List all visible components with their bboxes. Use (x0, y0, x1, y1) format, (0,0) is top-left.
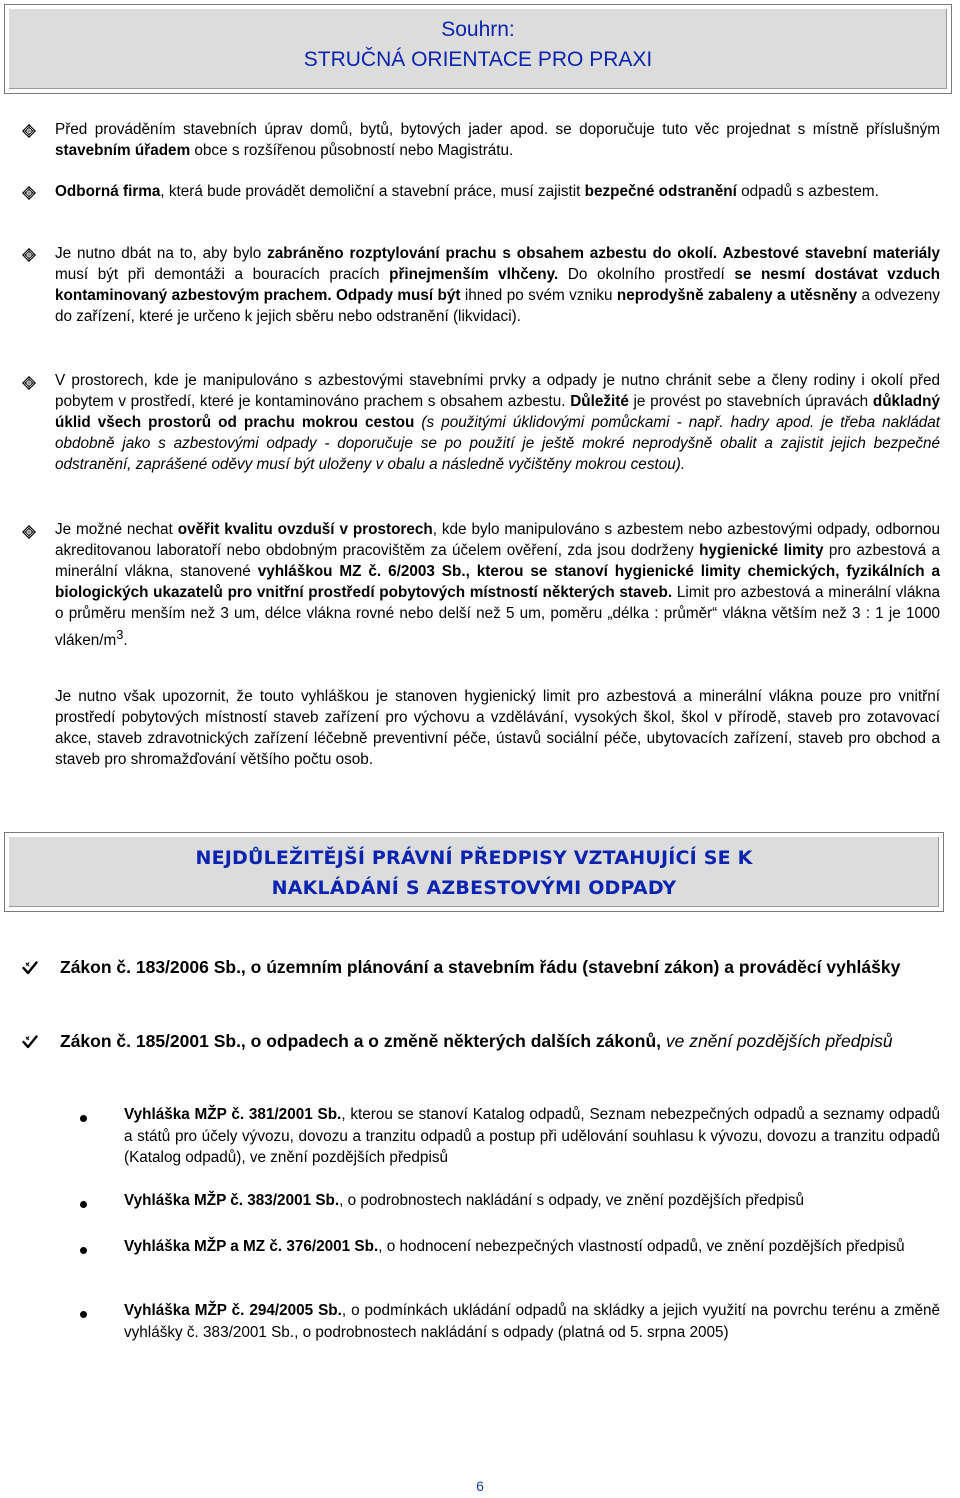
checkmark-bullet-icon (22, 960, 38, 976)
text-run: je provést po stavebních úpravách (628, 393, 873, 410)
paragraph-6 (55, 686, 940, 770)
paragraph-text (55, 119, 940, 161)
text-run: 3 (116, 627, 124, 642)
paragraph-text (55, 686, 940, 770)
paragraph-3 (55, 243, 940, 327)
diamond-bullet-icon (22, 376, 35, 389)
text-run: (s použitými úklidovými pomůckami - např. hadry apod. je třeba nakládat obdobně jako s azbestovými odpady - doporučuje se po použití je ještě mokré neprodyšně obalit a zajistit jejich bezpečné odstranění, zaprášené oděvy musí být uloženy v obalu a následně vyčištěny mokrou cestou). (55, 414, 941, 473)
text-run: . (123, 632, 128, 650)
paragraph-text (55, 370, 940, 475)
bullet-dot-icon (80, 1247, 87, 1254)
text-run: bezpečné odstranění (584, 183, 737, 200)
text-run: Do okolního prostředí (558, 266, 735, 283)
summary-subtitle: STRUČNÁ ORIENTACE PRO PRAXI (303, 48, 653, 71)
text-run: Je nutno dbát na to, aby bylo (55, 245, 268, 262)
text-run: Zákon č. 183/2006 Sb., o územním plánování a stavebním řádu (stavební zákon) a prováděcí vyhlášky (60, 957, 901, 977)
law-text (60, 955, 940, 979)
paragraph-4 (55, 370, 940, 475)
text-run: důkladný úklid všech prostorů od prachu mokrou cestou (55, 393, 940, 431)
text-run: neprodyšně zabaleny a utěsněny (616, 287, 858, 304)
legal-title: NEJDŮLEŽITĚJŠÍ PRÁVNÍ PŘEDPISY VZTAHUJÍCÍ SE K (195, 847, 753, 869)
text-run: , o hodnocení nebezpečných vlastností odpadů, ve znění pozdějších předpisů (378, 1238, 905, 1255)
decree-text (124, 1190, 940, 1212)
decree-item-3 (124, 1236, 940, 1258)
text-run: , kde bylo manipulováno s azbestem nebo azbestovými odpady, odbornou akreditovanou laboratoří nebo obdobným pracovištěm za účelem ověření, zda jsou dodrženy (55, 521, 940, 559)
text-run: ve znění pozdějších předpisů (661, 1031, 893, 1051)
law-item-1 (60, 955, 940, 979)
decree-item-4 (124, 1300, 940, 1343)
decree-text (124, 1236, 940, 1258)
decree-item-1 (124, 1104, 940, 1169)
text-run: hygienické limity (699, 542, 824, 559)
paragraph-text (55, 181, 940, 202)
text-run: obce s rozšířenou působností nebo Magistrátu. (190, 142, 514, 159)
text-run: Důležité (570, 393, 629, 410)
law-item-2 (60, 1029, 940, 1053)
text-run: Vyhláška MŽP č. 381/2001 Sb. (124, 1106, 342, 1123)
diamond-bullet-icon (22, 186, 35, 199)
legal-header-box (4, 832, 944, 912)
decree-text (124, 1300, 940, 1343)
text-run: ihned po svém vzniku (460, 287, 617, 304)
law-text (60, 1029, 940, 1053)
text-run: Je nutno však upozornit, že touto vyhláškou je stanoven hygienický limit pro azbestová a minerální vlákna pouze pro vnitřní prostředí pobytových místností staveb zařízení pro výchovu a vzdělávání, vysokých škol, škol v přírodě, staveb pro zotavovací akce, staveb zdravotnických zařízení léčebně preventivní péče, ústavů sociální péče, ubytovacích zařízení, staveb pro obchod a staveb pro shromažďování většího počtu osob. (55, 688, 940, 768)
legal-subtitle: NAKLÁDÁNÍ S AZBESTOVÝMI ODPADY (271, 877, 677, 899)
bullet-dot-icon (80, 1311, 87, 1318)
text-run: V prostorech, kde je manipulováno s azbestovými stavebními prvky a odpady je nutno chránit sebe a členy rodiny i okolí před pobytem v prostředí, které je kontaminováno prachem s obsahem azbestu. (55, 372, 940, 410)
text-run: Limit pro azbestová a minerální vlákna o průměru menším než 3 um, délce vlákna rovné nebo delší než 5 um, poměru „délka : průměr“ vlákna větším než 3 : 1 je 1000 vláken/m (55, 584, 941, 650)
text-run: musí být při demontáži a bouracích pracích (55, 266, 390, 283)
paragraph-1 (55, 119, 940, 161)
text-run: zabráněno rozptylování prachu s obsahem azbestu do okolí. Azbestové stavební materiály (267, 245, 940, 262)
page-number: 6 (476, 1478, 484, 1494)
diamond-bullet-icon (22, 248, 35, 261)
bullet-dot-icon (80, 1201, 87, 1208)
diamond-bullet-icon (22, 124, 35, 137)
summary-title: Souhrn: (441, 18, 515, 41)
text-run: , která bude provádět demoliční a stavební práce, musí zajistit (160, 183, 585, 200)
text-run: Je možné nechat (55, 521, 178, 538)
diamond-bullet-icon (22, 525, 35, 538)
bullet-dot-icon (80, 1115, 87, 1122)
decree-item-2 (124, 1190, 940, 1212)
text-run: stavebním úřadem (55, 142, 191, 159)
text-run: vyhláškou MZ č. 6/2003 Sb., kterou se stanoví hygienické limity chemických, fyzikálních a biologických ukazatelů pro vnitřní prostředí pobytových místností některých staveb. (55, 563, 940, 601)
summary-header-box (4, 4, 952, 94)
text-run: odpadů s azbestem. (736, 183, 879, 200)
paragraph-text (55, 519, 940, 651)
text-run: Vyhláška MŽP č. 294/2005 Sb. (124, 1302, 342, 1319)
text-run: , kterou se stanoví Katalog odpadů, Seznam nebezpečných odpadů a seznamy odpadů a států pro účely vývozu, dovozu a tranzitu odpadů a postup při udělování souhlasu k vývozu, dovozu a tranzitu odpadů (Katalog odpadů), ve znění pozdějších předpisů (124, 1106, 940, 1166)
text-run: ověřit kvalitu ovzduší v prostorech (177, 521, 433, 538)
text-run: Vyhláška MŽP a MZ č. 376/2001 Sb. (124, 1238, 379, 1255)
text-run: , o podrobnostech nakládání s odpady, ve znění pozdějších předpisů (339, 1192, 805, 1209)
text-run: se nesmí dostávat vzduch kontaminovaný azbestovým prachem. Odpady musí být (55, 266, 940, 304)
text-run: Odborná firma (55, 183, 161, 200)
text-run: a odvezeny do zařízení, které je určeno k jejich sběru nebo odstranění (likvidaci). (55, 287, 940, 325)
text-run: , o podmínkách ukládání odpadů na skládky a jejich využití na povrchu terénu a změně vyhlášky č. 383/2001 Sb., o podrobnostech nakládání s odpady (platná od 5. srpna 2005) (124, 1302, 941, 1341)
text-run: Vyhláška MŽP č. 383/2001 Sb. (124, 1192, 340, 1209)
paragraph-5 (55, 519, 940, 651)
text-run: přinejmenším vlhčeny. (389, 266, 559, 283)
text-run: pro azbestová a minerální vlákna, stanovené (55, 542, 940, 580)
text-run: Před prováděním stavebních úprav domů, bytů, bytových jader apod. se doporučuje tuto věc projednat s místně příslušným (55, 121, 940, 138)
paragraph-2 (55, 181, 940, 202)
decree-text (124, 1104, 940, 1169)
paragraph-text (55, 243, 940, 327)
text-run: Zákon č. 185/2001 Sb., o odpadech a o změně některých dalších zákonů, (60, 1031, 662, 1051)
checkmark-bullet-icon (22, 1034, 38, 1050)
